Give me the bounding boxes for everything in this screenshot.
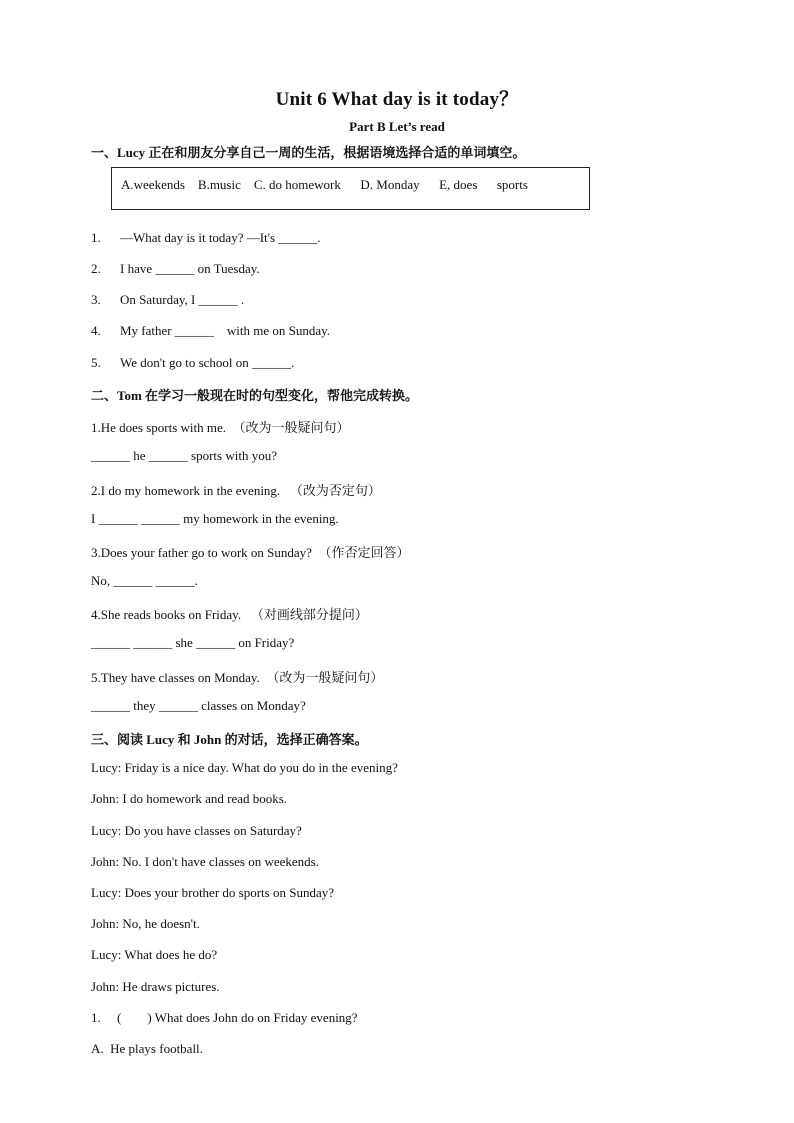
dialogue-line: John: I do homework and read books. bbox=[91, 791, 288, 806]
dialogue-line: Lucy: Does your brother do sports on Sunday? bbox=[91, 885, 334, 900]
page-title: Unit 6 What day is it today？ bbox=[275, 89, 519, 110]
section1-item-text: We don't go to school on ______. bbox=[120, 355, 295, 370]
dialogue-line: John: He draws pictures. bbox=[91, 979, 220, 994]
section2-line: I ______ ______ my homework in the evening. bbox=[91, 511, 339, 526]
section2-line: 5.They have classes on Monday. （改为一般疑问句） bbox=[91, 670, 384, 685]
section1-item-text: I have ______ on Tuesday. bbox=[120, 261, 260, 276]
dialogue-line: John: No, he doesn't. bbox=[91, 916, 200, 931]
question-text: ( ) What does John do on Friday evening? bbox=[117, 1010, 358, 1025]
word-bank-box bbox=[111, 167, 590, 210]
section2-heading: 二、Tom 在学习一般现在时的句型变化，帮他完成转换。 bbox=[91, 388, 419, 403]
page-subtitle: Part B Let’s read bbox=[349, 119, 445, 134]
dialogue-line: John: No. I don't have classes on weekends. bbox=[91, 854, 319, 869]
section2-line: 1.He does sports with me. （改为一般疑问句） bbox=[91, 420, 350, 435]
section1-item-number: 2. bbox=[91, 261, 101, 276]
dialogue-line: Lucy: Friday is a nice day. What do you do in the evening? bbox=[91, 760, 398, 775]
section3-heading: 三、阅读 Lucy 和 John 的对话，选择正确答案。 bbox=[91, 732, 368, 747]
section2-line: ______ they ______ classes on Monday? bbox=[91, 698, 306, 713]
section2-line: 4.She reads books on Friday. （对画线部分提问） bbox=[91, 607, 368, 622]
section1-heading: 一、Lucy 正在和朋友分享自己一周的生活，根据语境选择合适的单词填空。 bbox=[91, 145, 526, 160]
section1-item-number: 4. bbox=[91, 323, 101, 338]
section1-item-number: 3. bbox=[91, 292, 101, 307]
section1-item-text: —What day is it today? —It's ______. bbox=[120, 230, 321, 245]
dialogue-line: Lucy: Do you have classes on Saturday? bbox=[91, 823, 302, 838]
section2-line: 2.I do my homework in the evening. （改为否定句） bbox=[91, 483, 381, 498]
section2-line: ______ ______ she ______ on Friday? bbox=[91, 635, 295, 650]
section2-line: No, ______ ______. bbox=[91, 573, 198, 588]
section2-line: ______ he ______ sports with you? bbox=[91, 448, 277, 463]
answer-option-a: A. He plays football. bbox=[91, 1041, 203, 1056]
dialogue-line: Lucy: What does he do? bbox=[91, 947, 218, 962]
section2-line: 3.Does your father go to work on Sunday? （作否定回答） bbox=[91, 545, 410, 560]
section1-item-number: 5. bbox=[91, 355, 101, 370]
word-bank-options: A.weekends B.music C. do homework D. Monday E, does sports bbox=[121, 177, 528, 192]
question-number: 1. bbox=[91, 1010, 101, 1025]
section1-item-text: On Saturday, I ______ . bbox=[120, 292, 245, 307]
section1-item-number: 1. bbox=[91, 230, 101, 245]
section1-item-text: My father ______ with me on Sunday. bbox=[120, 323, 331, 338]
